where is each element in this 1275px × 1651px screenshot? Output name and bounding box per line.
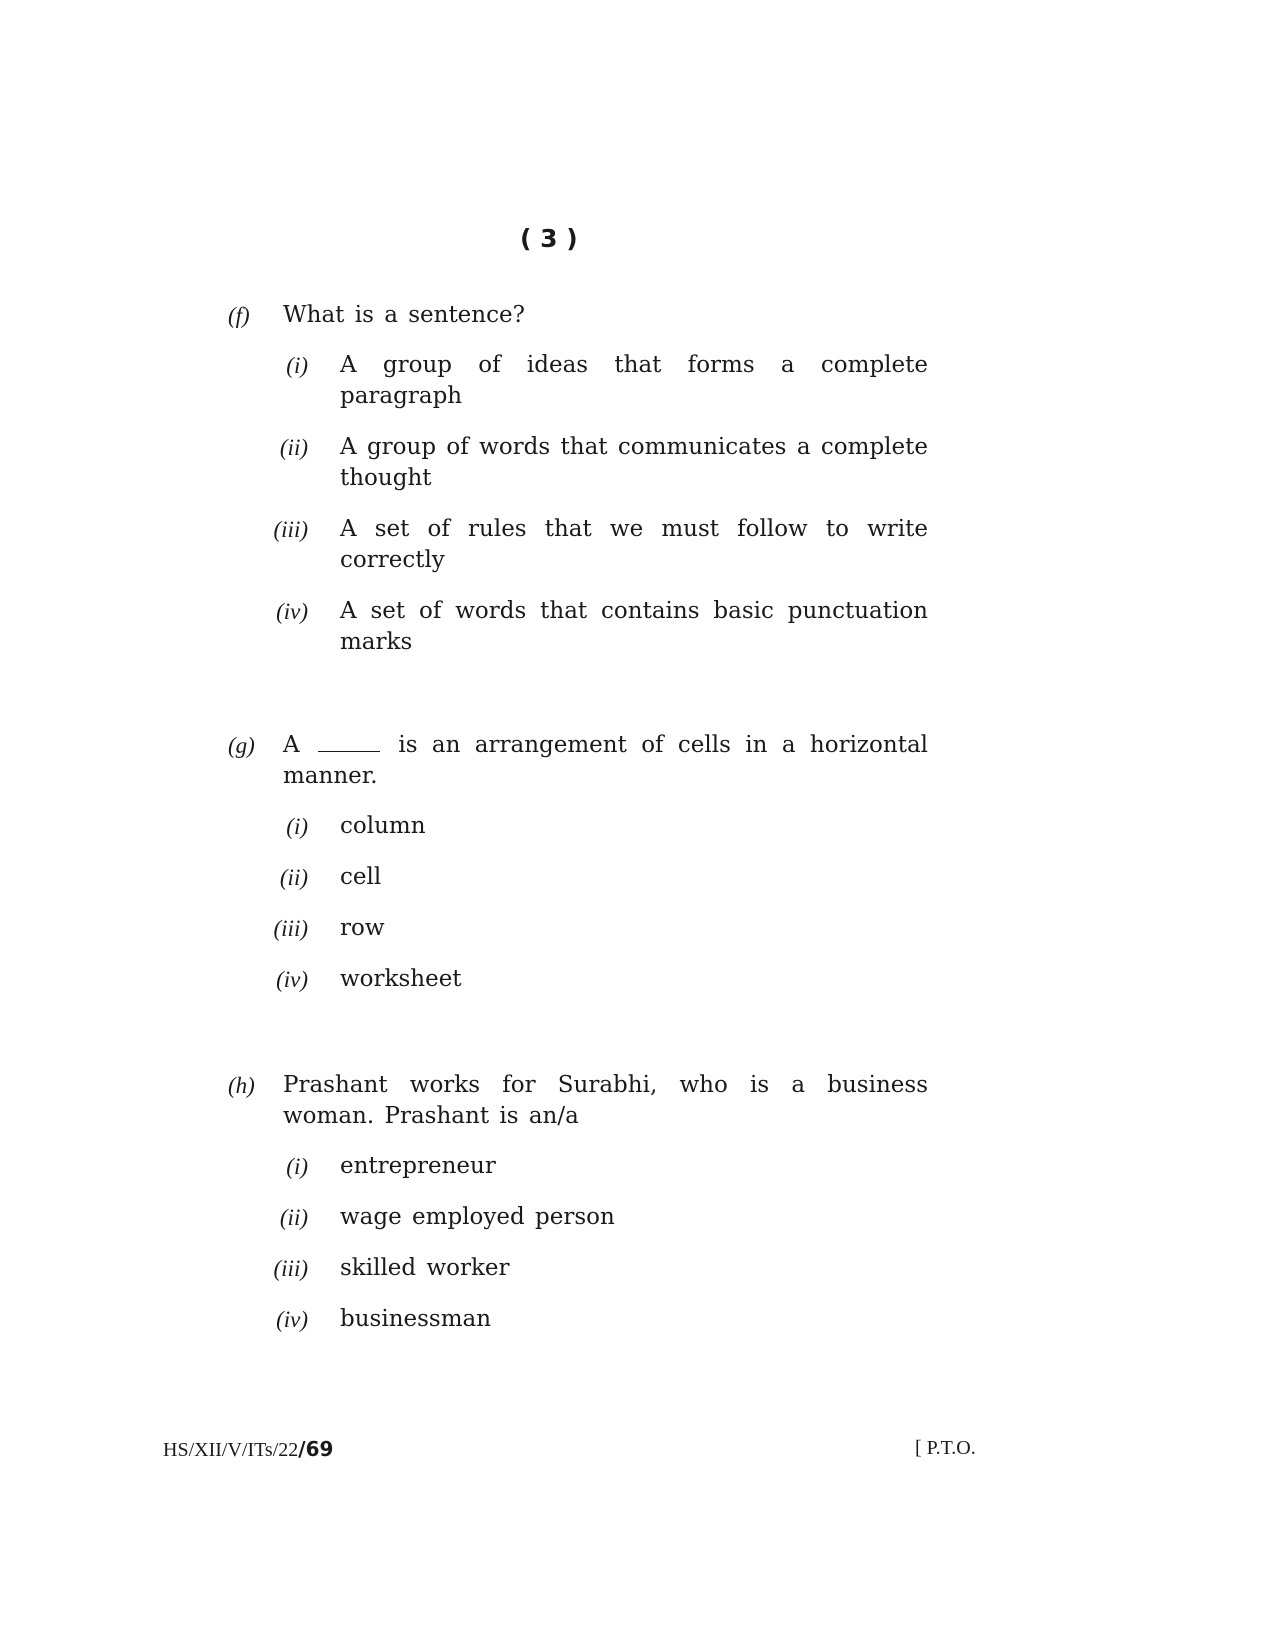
option-label: (ii) xyxy=(279,435,308,460)
option-text: cell xyxy=(340,864,382,890)
question-label: (h) xyxy=(228,1073,255,1098)
option-label: (iii) xyxy=(273,1256,308,1281)
option-item xyxy=(228,811,928,842)
option-text: entrepreneur xyxy=(340,1153,496,1179)
option-text: A set of rules that we must follow to write correctly xyxy=(340,516,928,573)
question-label: (f) xyxy=(228,303,250,328)
option-label: (iv) xyxy=(276,1307,308,1332)
option-text: row xyxy=(340,915,385,941)
option-item xyxy=(228,514,928,576)
question-g xyxy=(228,730,928,1015)
option-label: (i) xyxy=(286,1154,308,1179)
option-text: A group of ideas that forms a complete paragraph xyxy=(340,352,928,409)
option-text: column xyxy=(340,813,426,839)
pto-note: [ P.T.O. xyxy=(915,1437,976,1459)
option-item xyxy=(228,432,928,494)
option-label: (ii) xyxy=(279,865,308,890)
option-text: businessman xyxy=(340,1306,492,1332)
option-item xyxy=(228,596,928,658)
option-item xyxy=(228,913,928,944)
option-text: wage employed person xyxy=(340,1204,615,1230)
question-text-start: A xyxy=(283,732,300,758)
option-label: (i) xyxy=(286,353,308,378)
question-text xyxy=(283,730,928,792)
question-text: What is a sentence? xyxy=(283,302,525,328)
option-text: A group of words that communicates a complete thought xyxy=(340,434,928,491)
option-item xyxy=(228,964,928,995)
page-number: ( 3 ) xyxy=(520,224,578,253)
option-text: worksheet xyxy=(340,966,462,992)
option-item xyxy=(228,1202,928,1233)
option-text: A set of words that contains basic punctuation marks xyxy=(340,598,928,655)
question-label: (g) xyxy=(228,733,255,758)
question-f xyxy=(228,300,928,678)
option-text: skilled worker xyxy=(340,1255,510,1281)
option-item xyxy=(228,1253,928,1284)
paper-code-suffix: /69 xyxy=(298,1437,334,1461)
question-text-end: is an arrangement of cells in a horizontal manner. xyxy=(283,732,929,789)
option-label: (iii) xyxy=(273,517,308,542)
option-label: (i) xyxy=(286,814,308,839)
paper-code xyxy=(163,1437,333,1462)
option-item xyxy=(228,1151,928,1182)
answer-blank xyxy=(318,733,380,752)
option-item xyxy=(228,350,928,412)
question-text: Prashant works for Surabhi, who is a business woman. Prashant is an/a xyxy=(283,1072,928,1129)
option-label: (iv) xyxy=(276,967,308,992)
option-item xyxy=(228,862,928,893)
paper-code-prefix: HS/XII/V/ITs/22 xyxy=(163,1439,299,1461)
options-list xyxy=(228,811,928,995)
options-list xyxy=(228,350,928,658)
option-label: (ii) xyxy=(279,1205,308,1230)
option-item xyxy=(228,1304,928,1335)
options-list xyxy=(228,1151,928,1335)
option-label: (iii) xyxy=(273,916,308,941)
option-label: (iv) xyxy=(276,599,308,624)
question-h xyxy=(228,1070,928,1355)
